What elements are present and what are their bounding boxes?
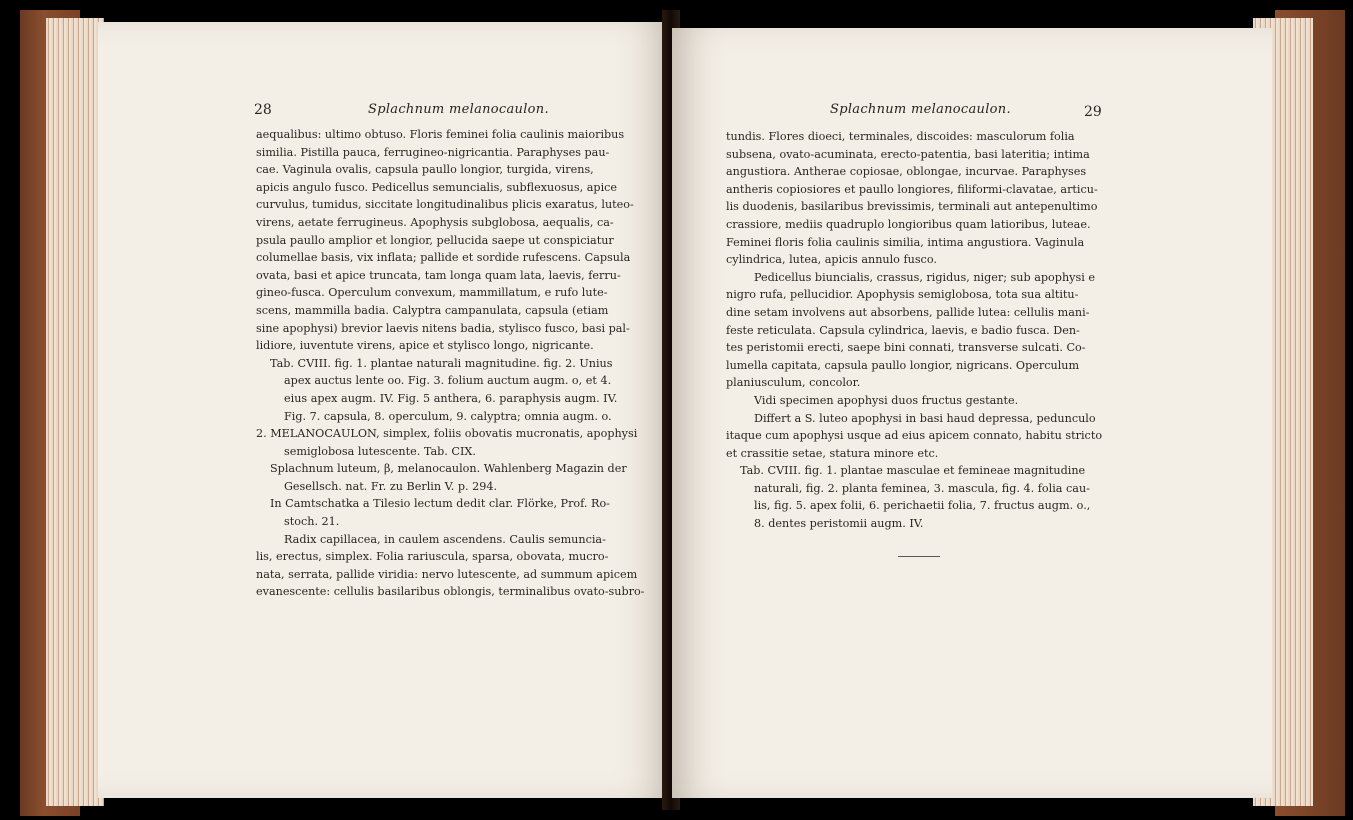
page-number: 28 [254,102,272,118]
text-line: nigro rufa, pellucidior. Apophysis semiglobosa, tota sua altitu- [726,288,1079,302]
right-page [672,28,1272,798]
page-number: 29 [1084,104,1102,120]
left-body [256,126,656,601]
text-line: tundis. Flores dioeci, terminales, discoides: masculorum folia [726,130,1075,143]
text-line: lidiore, iuventute virens, apice et stylisco longo, nigricante. [256,339,594,353]
page-edges-left [46,18,104,806]
text-line: Pedicellus biuncialis, crassus, rigidus, niger; sub apophysi e [754,270,1095,284]
text-line: subsena, ovato-acuminata, erecto-patentia, basi lateritia; intima [726,147,1090,161]
running-head: Splachnum melanocaulon. [368,102,549,117]
text-line: dine setam involvens aut absorbens, pallide lutea: cellulis mani- [726,305,1090,319]
synonym-line: Splachnum luteum, β, melanocaulon. Wahlenberg Magazin der [270,462,627,476]
text-line: sine apophysi) brevior laevis nitens badia, stylisco fusco, basi pal- [256,321,630,335]
text-line: Feminei floris folia caulinis similia, intima angustiora. Vaginula [726,235,1085,249]
locality-line: In Camtschatka a Tilesio lectum dedit clar. Flörke, Prof. Ro- [270,497,610,511]
text-line: et crassitie setae, statura minore etc. [726,446,939,460]
text-line: evanescente: cellulis basilaribus oblongis, terminalibus ovato-subro- [256,585,645,599]
tab-line: naturali, fig. 2. planta feminea, 3. mascula, fig. 4. folia cau- [754,481,1090,495]
species-line: 2. MELANOCAULON, simplex, foliis obovatis mucronatis, apophysi [256,427,638,441]
running-head: Splachnum melanocaulon. [830,102,1011,117]
text-line: nata, serrata, pallide viridia: nervo lutescente, ad summum apicem [256,567,638,581]
text-line: Radix capillacea, in caulem ascendens. Caulis semuncia- [284,532,606,546]
text-line: cae. Vaginula ovalis, capsula paullo longior, turgida, virens, [256,163,594,177]
locality-line: stoch. 21. [284,515,340,529]
tab-line: lis, fig. 5. apex folii, 6. perichaetii folia, 7. fructus augm. o., [754,499,1091,513]
tab-line: Tab. CVIII. fig. 1. plantae naturali magnitudine. fig. 2. Unius [270,356,613,370]
text-line: scens, mammilla badia. Calyptra campanulata, capsula (etiam [256,303,609,317]
end-rule [898,556,940,557]
synonym-line: Gesellsch. nat. Fr. zu Berlin V. p. 294. [284,479,498,493]
species-line: semiglobosa lutescente. Tab. CIX. [284,444,476,458]
tab-line: Tab. CVIII. fig. 1. plantae masculae et femineae magnitudine [740,464,1086,478]
tab-line: apex auctus lente oo. Fig. 3. folium auctum augm. o, et 4. [284,374,612,388]
text-line: lis duodenis, basilaribus brevissimis, terminali aut antepenultimo [726,200,1098,214]
right-body [726,128,1126,533]
text-line: planiusculum, concolor. [726,376,861,390]
tab-line: Fig. 7. capsula, 8. operculum, 9. calyptra; omnia augm. o. [284,409,612,423]
text-line: itaque cum apophysi usque ad eius apicem connato, habitu stricto [726,429,1103,443]
text-line: aequalibus: ultimo obtuso. Floris feminei folia caulinis maioribus [256,128,625,141]
text-line: lis, erectus, simplex. Folia rariuscula, sparsa, obovata, mucro- [256,550,609,564]
text-line: lumella capitata, capsula paullo longior, nigricans. Operculum [726,358,1080,372]
text-line: similia. Pistilla pauca, ferrugineo-nigricantia. Paraphyses pau- [256,145,610,159]
text-line: gineo-fusca. Operculum convexum, mammillatum, e rufo lute- [256,286,608,300]
text-line: antheris copiosiores et paullo longiores, filiformi-clavatae, articu- [726,182,1098,196]
text-line: psula paullo amplior et longior, pellucida saepe ut conspiciatur [256,233,614,247]
tab-line: eius apex augm. IV. Fig. 5 anthera, 6. paraphysis augm. IV. [284,391,618,405]
text-line: crassiore, mediis quadruplo longioribus quam latioribus, luteae. [726,217,1091,231]
text-line: Vidi specimen apophysi duos fructus gestante. [754,393,1019,407]
tab-line: 8. dentes peristomii augm. IV. [754,517,924,531]
text-line: columellae basis, vix inflata; pallide et sordide rufescens. Capsula [256,251,631,265]
text-line: Differt a S. luteo apophysi in basi haud depressa, pedunculo [754,411,1096,425]
text-line: angustiora. Antherae copiosae, oblongae, incurvae. Paraphyses [726,165,1087,179]
text-line: cylindrica, lutea, apicis annulo fusco. [726,253,937,267]
text-line: ovata, basi et apice truncata, tam longa quam lata, laevis, ferru- [256,268,621,282]
left-page [98,22,670,798]
text-line: apicis angulo fusco. Pedicellus semuncialis, subflexuosus, apice [256,180,618,194]
text-line: virens, aetate ferrugineus. Apophysis subglobosa, aequalis, ca- [256,215,614,229]
text-line: tes peristomii erecti, saepe bini connati, transverse sulcati. Co- [726,341,1086,355]
text-line: curvulus, tumidus, siccitate longitudinalibus plicis exaratus, luteo- [256,198,634,212]
text-line: feste reticulata. Capsula cylindrica, laevis, e badio fusca. Den- [726,323,1080,337]
